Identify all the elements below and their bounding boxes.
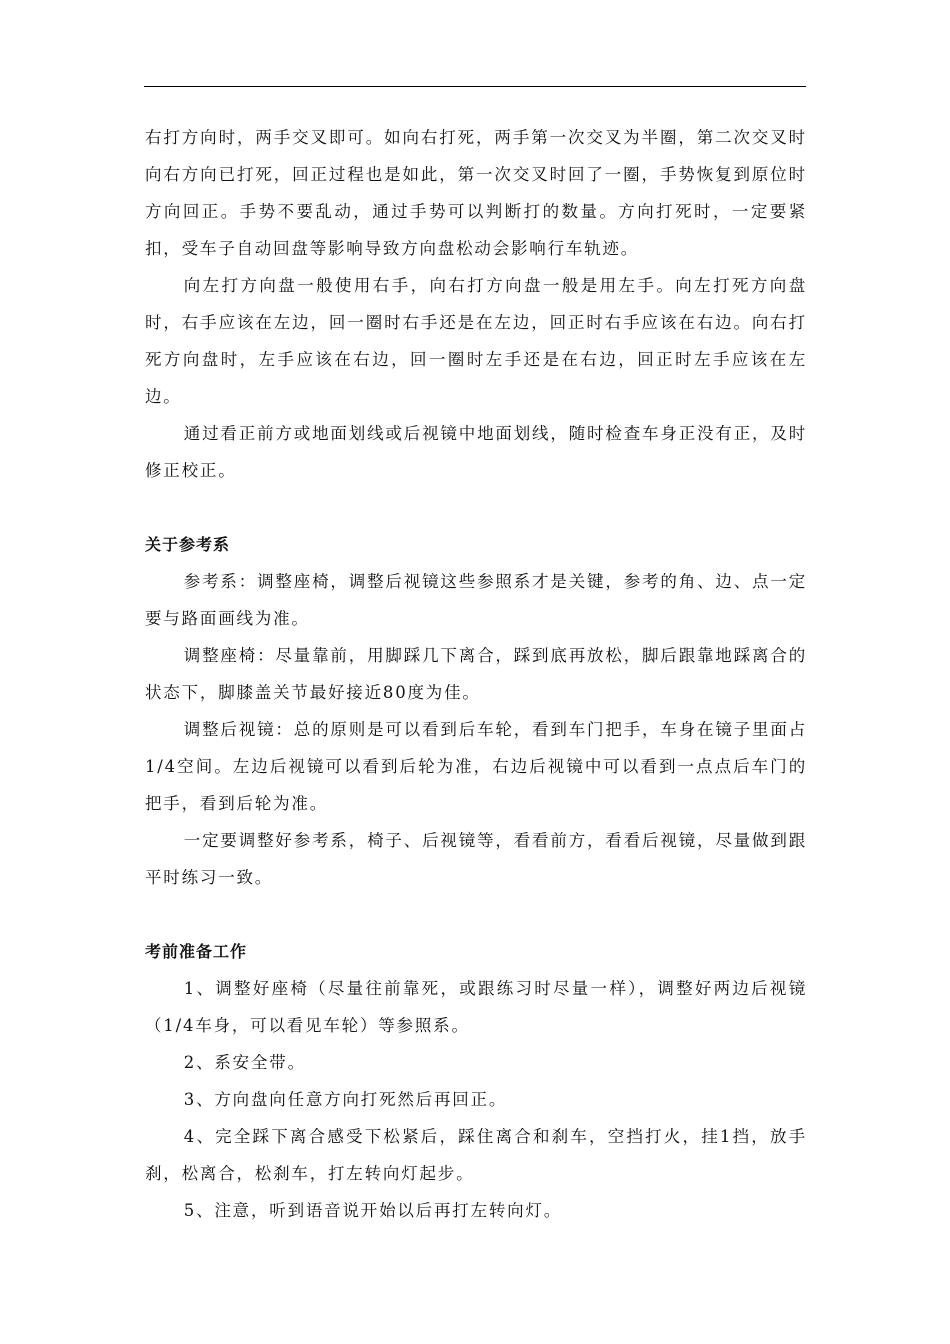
section-spacer	[145, 896, 807, 933]
prep-item-3: 3、方向盘向任意方向打死然后再回正。	[183, 1090, 508, 1109]
prep-section-heading: 考前准备工作	[145, 942, 248, 961]
prep-item-4: 4、完全踩下离合感受下松紧后，踩住离合和刹车，空挡打火，挂1挡，放手刹，松离合，松刹车，打左转向灯起步。	[145, 1127, 807, 1183]
prep-item-1: 1、调整好座椅（尽量往前靠死，或跟练习时尽量一样），调整好两边后视镜（1/4车身，可以看见车轮）等参照系。	[145, 979, 807, 1035]
intro-paragraph-1: 右打方向时，两手交叉即可。如向右打死，两手第一次交叉为半圈，第二次交叉时向右方向已打死，回正过程也是如此，第一次交叉时回了一圈，手势恢复到原位时方向回正。手势不要乱动，通过手势可以判断打的数量。方向打死时，一定要紧扣，受车子自动回盘等影响导致方向盘松动会影响行车轨迹。	[145, 128, 807, 258]
section-spacer	[145, 489, 807, 526]
prep-item-5: 5、注意，听到语音说开始以后再打左转向灯。	[183, 1201, 563, 1220]
reference-section-heading: 关于参考系	[145, 535, 231, 554]
prep-item-2: 2、系安全带。	[183, 1053, 306, 1072]
reference-paragraph-3: 调整后视镜：总的原则是可以看到后车轮，看到车门把手，车身在镜子里面占1/4空间。左边后视镜可以看到后轮为准，右边后视镜中可以看到一点点后车门的把手，看到后轮为准。	[145, 720, 807, 813]
reference-paragraph-2: 调整座椅：尽量靠前，用脚踩几下离合，踩到底再放松，脚后跟靠地踩离合的状态下，脚膝盖关节最好接近80度为佳。	[145, 646, 807, 702]
reference-paragraph-1: 参考系：调整座椅，调整后视镜这些参照系才是关键，参考的角、边、点一定要与路面画线为准。	[145, 572, 807, 628]
intro-paragraph-2: 向左打方向盘一般使用右手，向右打方向盘一般是用左手。向左打死方向盘时，右手应该在左边，回一圈时右手还是在左边，回正时右手应该在右边。向右打死方向盘时，左手应该在右边，回一圈时左手还是在右边，回正时左手应该在左边。	[145, 276, 807, 406]
prep-section	[145, 933, 807, 1229]
intro-paragraph-3: 通过看正前方或地面划线或后视镜中地面划线，随时检查车身正没有正，及时修正校正。	[145, 424, 807, 480]
reference-paragraph-4: 一定要调整好参考系，椅子、后视镜等，看看前方，看看后视镜，尽量做到跟平时练习一致。	[145, 831, 807, 887]
document-body	[145, 119, 807, 1229]
header-rule	[144, 86, 806, 87]
reference-section	[145, 526, 807, 896]
